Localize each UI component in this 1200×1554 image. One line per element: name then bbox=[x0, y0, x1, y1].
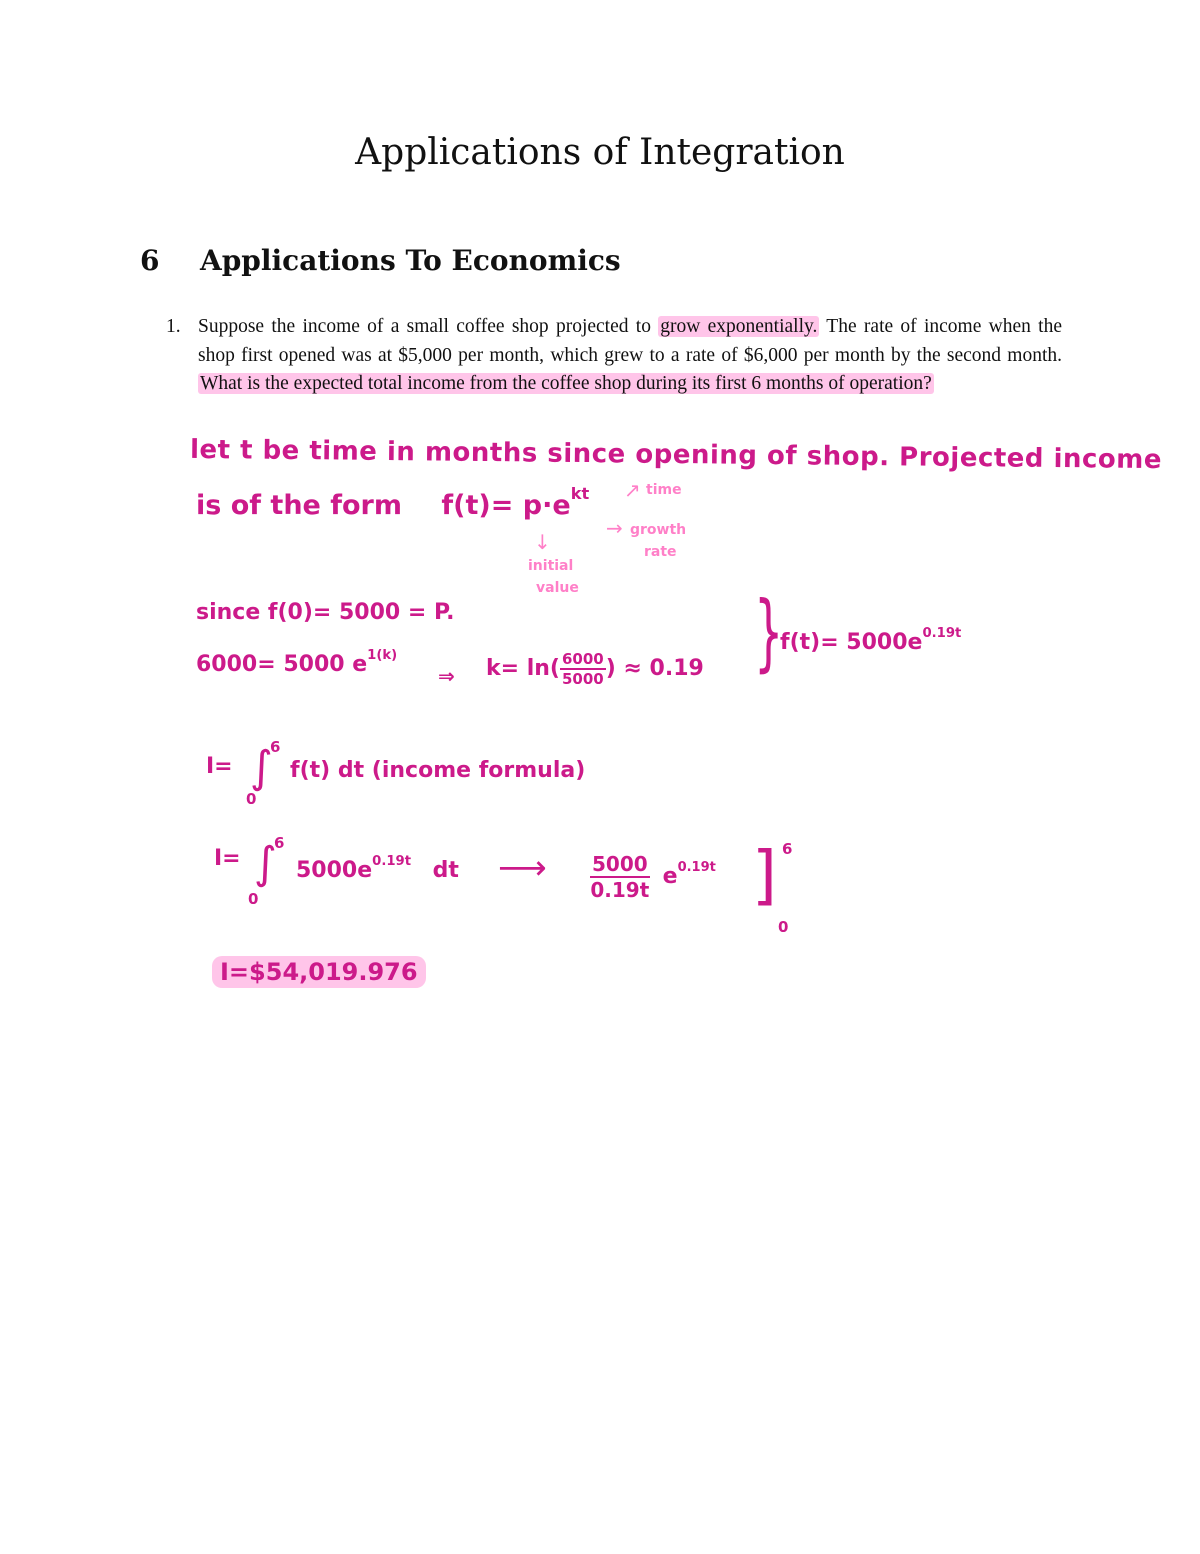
problem-text-start: Suppose the income of a small coffee shop projected to bbox=[198, 316, 659, 337]
integral-1-lower-limit: 0 bbox=[246, 790, 257, 808]
fraction-numerator: 6000 bbox=[561, 650, 604, 668]
highlight-grow-exponentially: grow exponentially. bbox=[660, 316, 818, 337]
arrow-to-time: ↗ bbox=[624, 478, 641, 502]
long-arrow-icon: ⟶ bbox=[498, 848, 547, 888]
section-title: Applications To Economics bbox=[200, 244, 621, 277]
antiderivative-fraction bbox=[590, 852, 650, 902]
integral-1-lhs: I= bbox=[206, 754, 233, 779]
handwritten-line-4a bbox=[196, 648, 398, 677]
k-equals-ln: k= ln( bbox=[486, 656, 560, 681]
problem-label: 1. bbox=[166, 316, 181, 337]
integral-2-lhs: I= bbox=[214, 846, 241, 871]
antiderivative-denominator: 0.19t bbox=[590, 878, 650, 902]
integral-1-upper-limit: 6 bbox=[270, 738, 281, 756]
fraction-denominator: 5000 bbox=[561, 670, 604, 688]
integral-2-upper-limit: 6 bbox=[274, 834, 285, 852]
annotation-initial: initial bbox=[528, 558, 574, 574]
handwritten-formula-exponent: kt bbox=[570, 484, 590, 504]
antiderivative bbox=[590, 852, 716, 902]
k-approx-value: ) ≈ 0.19 bbox=[605, 656, 704, 681]
implies-arrow: ⇒ bbox=[438, 664, 455, 688]
final-answer bbox=[212, 958, 426, 986]
arrow-to-initial-value: ↓ bbox=[534, 530, 551, 554]
integral-2-lower-limit: 0 bbox=[248, 890, 259, 908]
equation-6000-exponent: 1(k) bbox=[367, 648, 398, 664]
evaluation-upper-limit: 6 bbox=[782, 840, 793, 858]
section-heading bbox=[140, 244, 621, 277]
integral-sign-icon: ∫ bbox=[250, 742, 273, 793]
equation-6000: 6000= 5000 e bbox=[196, 652, 368, 677]
curly-brace: } bbox=[754, 583, 784, 681]
antiderivative-exponent: 0.19t bbox=[677, 859, 716, 875]
section-number: 6 bbox=[140, 244, 160, 277]
integral-2-integrand: 5000e bbox=[296, 858, 373, 883]
handwritten-line-4b bbox=[486, 650, 704, 688]
evaluation-lower-limit: 0 bbox=[778, 918, 789, 936]
handwritten-line-1: let t be time in months since opening of shop. Projected income bbox=[189, 434, 1163, 476]
problem-1 bbox=[166, 313, 1062, 399]
page-title: Applications of Integration bbox=[355, 132, 845, 173]
evaluation-bracket: ] bbox=[752, 839, 777, 913]
integral-2-exponent: 0.19t bbox=[372, 854, 411, 870]
handwritten-formula: f(t)= p·e bbox=[441, 490, 571, 521]
fraction-6000-5000 bbox=[560, 650, 606, 688]
handwritten-line-3: since f(0)= 5000 = P. bbox=[196, 600, 455, 625]
handwritten-line-2 bbox=[196, 484, 590, 521]
handwritten-form-text: is of the form bbox=[196, 490, 403, 521]
highlight-question: What is the expected total income from the coffee shop during its first 6 months of operation? bbox=[200, 373, 932, 394]
integral-1-body: f(t) dt (income formula) bbox=[290, 758, 586, 783]
arrow-to-growth-rate: → bbox=[606, 516, 623, 540]
final-answer-highlight: I=$54,019.976 bbox=[212, 956, 426, 988]
annotation-rate: rate bbox=[644, 544, 677, 560]
antiderivative-numerator: 5000 bbox=[592, 852, 648, 876]
integral-sign-icon: ∫ bbox=[254, 838, 277, 889]
result-ft: f(t)= 5000e bbox=[780, 630, 923, 655]
problem-text bbox=[198, 313, 1062, 399]
integral-2-dt: dt bbox=[432, 858, 459, 883]
integral-2-body bbox=[296, 854, 459, 883]
result-ft-exponent: 0.19t bbox=[922, 626, 962, 642]
handwritten-result-ft bbox=[780, 626, 962, 655]
annotation-value: value bbox=[536, 580, 579, 596]
problem-text-middle: The rate of income when the shop first opened was at $5,000 per month, which grew to a rate of $6,000 per month by the second month. bbox=[198, 316, 1062, 366]
antiderivative-e: e bbox=[662, 863, 678, 889]
annotation-time: time bbox=[646, 482, 682, 498]
annotation-growth: growth bbox=[630, 522, 687, 538]
